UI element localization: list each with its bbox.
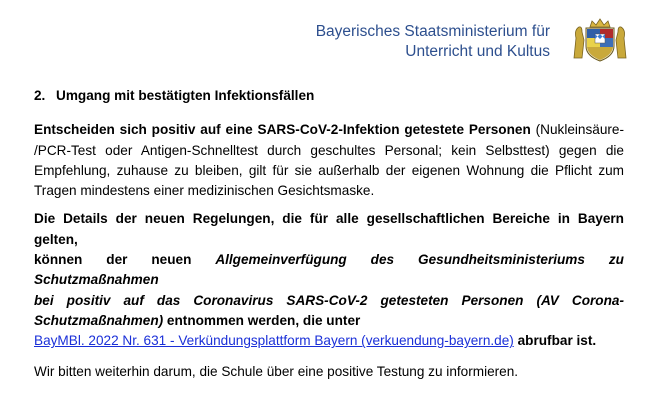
bavarian-coat-of-arms-icon	[570, 18, 630, 62]
section-number: 2.	[34, 88, 46, 103]
paragraph-regulations	[34, 209, 624, 351]
paragraph2-line1: Die Details der neuen Regelungen, die für alle gesellschaftlichen Bereiche in Bayern gelten,	[34, 211, 624, 247]
paragraph1-line1-rest: (Nukleinsäure-	[530, 122, 625, 138]
paragraph1-line2: /PCR-Test oder Antigen-Schnelltest durch geschultes Personal; kein Selbsttest) gegen die	[34, 142, 624, 158]
paragraph-inform-school: Wir bitten weiterhin darum, die Schule über eine positive Testung zu informieren.	[34, 363, 519, 379]
paragraph2-line4-rest: entnommen werden, die unter	[163, 312, 361, 328]
section-title: Umgang mit bestätigten Infektionsfällen	[56, 88, 315, 103]
baymbl-link[interactable]: BayMBl. 2022 Nr. 631 - Verkündungsplattform Bayern (verkuendung-bayern.de)	[34, 333, 514, 349]
paragraph2-line2-start: können der neuen	[34, 252, 216, 268]
paragraph1-bold-lead: Entscheiden sich positiv auf eine SARS-CoV-2-Infektion getestete Personen	[34, 122, 531, 138]
document-body	[34, 78, 624, 382]
ministry-name-line2: Unterricht und Kultus	[405, 43, 550, 60]
paragraph2-italic-line2: Allgemeinverfügung des Gesundheitsministeriums zu Schutzmaßnahmen	[34, 252, 624, 288]
ministry-name-line1: Bayerisches Staatsministerium für	[315, 23, 550, 40]
paragraph2-italic-line4: Schutzmaßnahmen)	[34, 312, 164, 328]
section-heading	[34, 86, 624, 106]
paragraph1-line4: Tragen mindestens einer medizinischen Gesichtsmaske.	[34, 183, 375, 199]
ministry-header	[316, 22, 550, 62]
paragraph2-after-link: abrufbar ist.	[513, 333, 597, 349]
paragraph-positive-tested	[34, 120, 624, 201]
paragraph2-italic-line3: bei positiv auf das Coronavirus SARS-CoV-2 getesteten Personen (AV Corona-	[34, 292, 624, 308]
paragraph1-line3: Empfehlung, zuhause zu bleiben, gilt für sie außerhalb der eigenen Wohnung die Pflicht zum	[34, 162, 624, 178]
